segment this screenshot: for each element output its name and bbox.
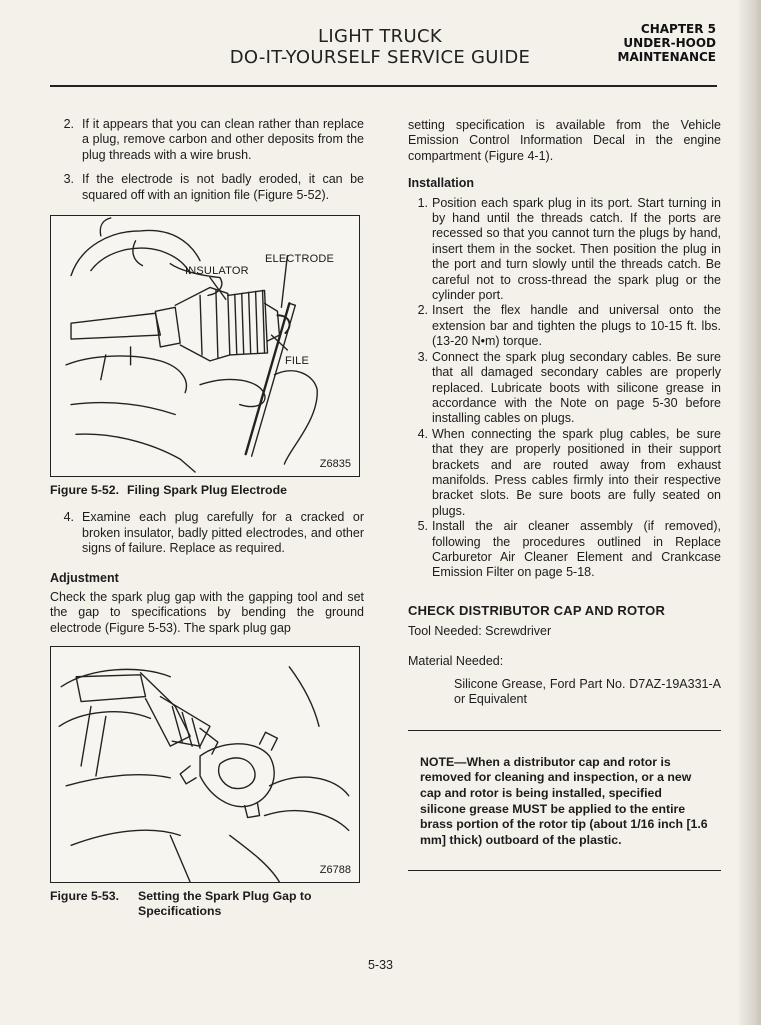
guide-title-line2: DO-IT-YOURSELF SERVICE GUIDE — [229, 47, 531, 68]
list-item — [408, 350, 721, 427]
list-item — [408, 196, 721, 304]
caption-title: Setting the Spark Plug Gap to Specifications — [138, 889, 312, 919]
list-item-number: 2. — [63, 117, 74, 131]
left-column — [50, 117, 364, 931]
list-item-number: 5. — [417, 519, 428, 534]
caption-number: Figure 5-53. — [50, 889, 120, 904]
guide-title-line1: LIGHT TRUCK — [318, 26, 442, 47]
list-item — [408, 519, 721, 581]
list-item-number: 3. — [63, 172, 74, 187]
list-item-text: Connect the spark plug secondary cables. Be sure that all damaged secondary cables are properly replaced. Lubricate boots with silicone grease in accordance with the Note on page 5-30 before installing cables on plugs. — [432, 349, 721, 426]
list-item-number: 1. — [417, 195, 428, 210]
caption-number: Figure 5-52. — [50, 483, 120, 498]
list-item — [50, 117, 364, 163]
label-insulator: INSULATOR — [185, 265, 249, 278]
guide-title — [200, 26, 560, 68]
list-item-text: Position each spark plug in its port. Start turning in by hand until the threads catch. If the ports are recessed so that you cannot turn the plugs by hand, insert them in the socket. Then position the plug in the port and turn slowly until the threads catch. Be careful not to cross-thread the spark plug or the cylinder port. — [432, 195, 721, 303]
right-column — [408, 118, 721, 871]
chapter-title-line1: UNDER-HOOD — [623, 36, 716, 50]
adjustment-paragraph: Check the spark plug gap with the gapping tool and set the gap to specifications by bending the ground electrode (Figure 5-53). The spark plug gap — [50, 590, 364, 635]
list-item-number: 4. — [63, 510, 74, 525]
chapter-title-line2: MAINTENANCE — [617, 50, 716, 64]
list-item — [50, 172, 364, 203]
note-box — [408, 730, 721, 872]
section-heading: CHECK DISTRIBUTOR CAP AND ROTOR — [408, 602, 666, 618]
tool-needed: Tool Needed: Screwdriver — [408, 624, 552, 639]
page-edge-shadow — [739, 0, 761, 1025]
figure-setting-gap — [50, 646, 360, 883]
intro-paragraph: setting specification is available from the Vehicle Emission Control Information Decal in the engine compartment (Figure 4-1). — [408, 118, 721, 163]
installation-steps — [408, 196, 721, 581]
page-number: 5-33 — [367, 958, 394, 972]
list-item-number: 3. — [417, 349, 428, 364]
subheading-adjustment: Adjustment — [50, 570, 119, 585]
list-item-text: If the electrode is not badly eroded, it can be squared off with an ignition file (Figure 5-52). — [82, 172, 364, 202]
figure-caption — [50, 889, 364, 919]
figure-filing-electrode — [50, 215, 360, 477]
list-item — [50, 510, 364, 556]
chapter-number: CHAPTER 5 — [640, 22, 716, 36]
figure-caption — [50, 483, 364, 498]
material-needed-label: Material Needed: — [408, 653, 504, 668]
list-item-text: Insert the flex handle and universal onto the extension bar and tighten the plugs to 10-15 ft. lbs. (13-20 N•m) torque. — [432, 303, 721, 349]
gapping-illustration — [51, 647, 359, 882]
caption-title: Filing Spark Plug Electrode — [127, 483, 287, 498]
label-electrode: ELECTRODE — [265, 253, 335, 266]
list-item-text: When connecting the spark plug cables, be sure that they are properly positioned in their support brackets and are routed away from exhaust manifolds. Press cables firmly into their respective bracket slots. Be sure boots are fully seated on plugs. — [432, 426, 721, 518]
list-item — [408, 427, 721, 519]
label-file: FILE — [285, 355, 310, 368]
material-needed-text: Silicone Grease, Ford Part No. D7AZ-19A331-A or Equivalent — [454, 677, 721, 707]
figure-code: Z6835 — [319, 457, 351, 470]
header-divider — [50, 85, 717, 87]
list-item-text: Install the air cleaner assembly (if removed), following the procedures outlined in Replace Carburetor Air Cleaner Element and Crankcase Emission Filter on page 5-18. — [432, 519, 721, 580]
list-item-number: 2. — [417, 303, 428, 318]
list-item-text: Examine each plug carefully for a cracked or broken insulator, badly pitted electrodes, and other signs of failure. Replace as required. — [82, 510, 364, 556]
list-item-text: If it appears that you can clean rather than replace a plug, remove carbon and other deposits from the plug threads with a wire brush. — [82, 117, 364, 162]
list-item-number: 4. — [417, 426, 428, 441]
subheading-installation: Installation — [408, 176, 474, 191]
chapter-label — [604, 22, 716, 64]
figure-code: Z6788 — [319, 863, 351, 876]
note-text: NOTE—When a distributor cap and rotor is removed for cleaning and inspection, or a new cap and rotor is being installed, specified silicone grease MUST be applied to the entire brass portion of the rotor tip (about 1/16 inch [1.6 mm] thick) outboard of the plastic. — [420, 754, 708, 847]
list-item — [408, 303, 721, 349]
